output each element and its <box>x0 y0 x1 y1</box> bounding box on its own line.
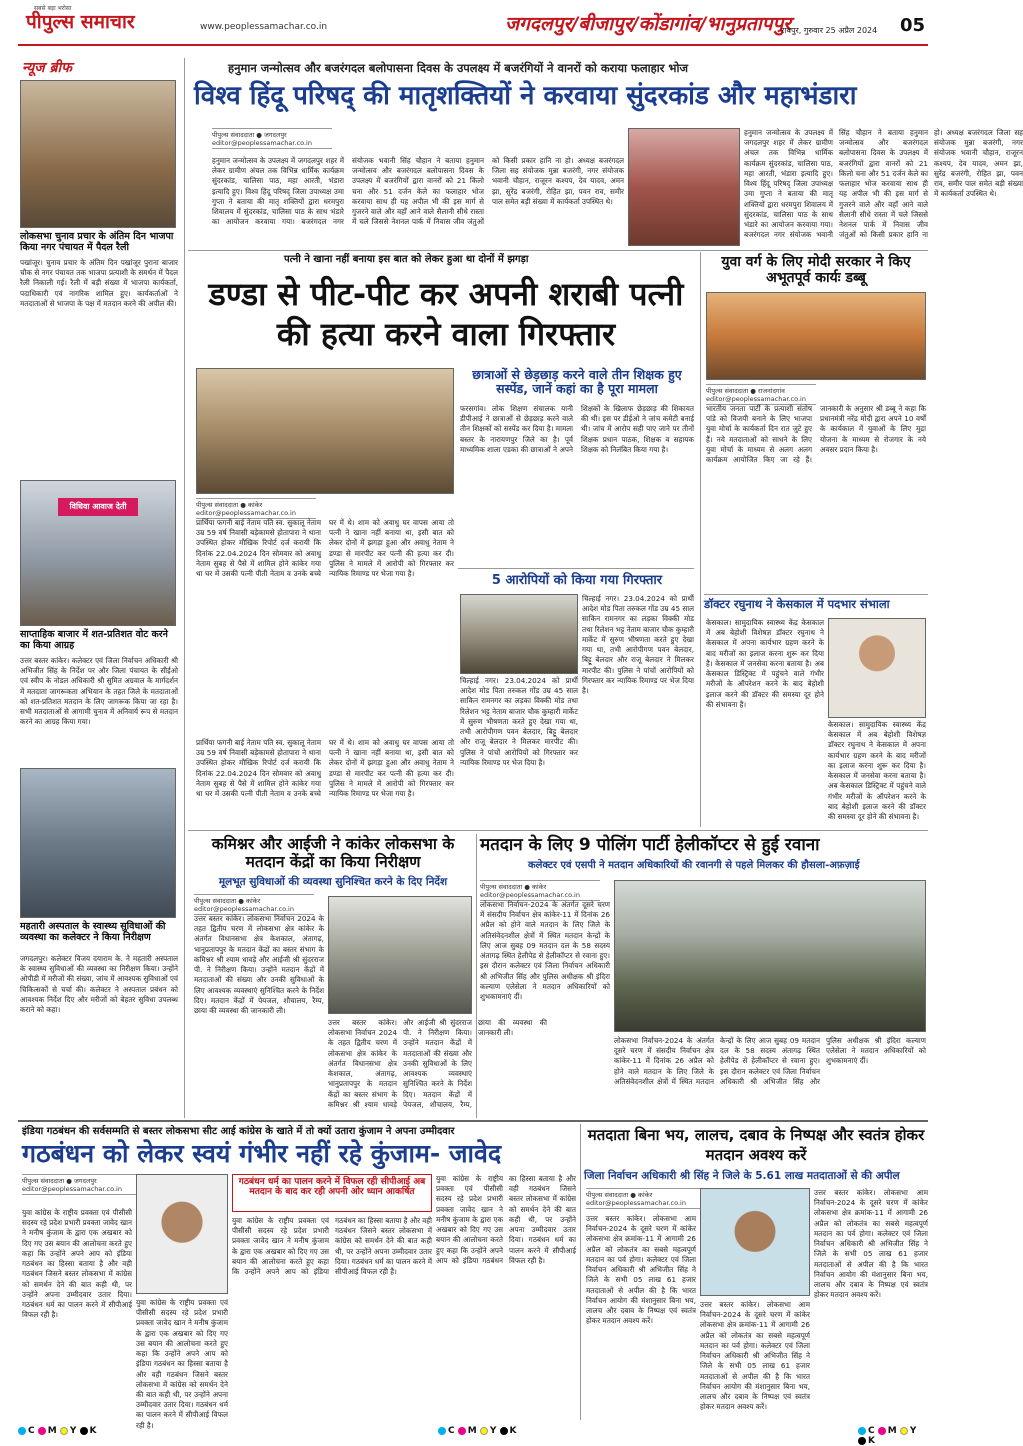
doctor-photo <box>828 618 926 718</box>
voting-body: उत्तर बस्तर कांकेर। लोकसभा आम निर्वाचन-2024 के दूसरे चरण में कांकेर लोकसभा क्षेत्र क्रमांक-11 में आगामी 26 अप्रैल को लोकतंत्र का सबसे महत्वपूर्ण मतदान का पर्व होगा। कलेक्टर एवं जिला निर्वाचन अधिकारी श्री अभिजीत सिंह ने जिले के सभी 05 लाख 61 हजार मतदाताओं से अपील की है कि भारत निर्वाचन आयोग की मंशानुसार बिना भय, लालच और दबाव के निष्पक्ष एवं स्वतंत्र होकर मतदान अवश्य करें। <box>586 1214 696 1326</box>
lead-rule <box>188 250 928 251</box>
doctor-body: केसकाल। सामुदायिक स्वास्थ्य केंद्र केसकाल में अब बेहोशी विशेषज्ञ डॉक्टर रघुनाथ ने केसकाल में अपना कार्यभार ग्रहण करने के बाद मरीजों का इलाज करना शुरू कर दिया है। केसकाल में जनसेवा करना बताया है। अब केसकाल डिस्ट्रिक्ट में पहुंचने वाले गंभीर मरीजों के ऑपरेशन करने के बाद बेहोशी इलाज करने की डॉक्टर की समस्या दूर होने की संभावना है। <box>706 618 824 709</box>
helicopter-byline <box>480 880 600 901</box>
cmyk-k: K <box>868 1436 875 1446</box>
yellow-dot-icon <box>900 1427 908 1435</box>
helicopter-byline-text: पीपुल्स संवाददाता ● कांकेर <box>480 883 547 891</box>
arrest-body: चिल्हाई नगर। 23.04.2024 को प्रार्थी आदेश मोड पिता तरुकल गोंड उम्र 45 साल साकिन रामनगर का लड़का विक्की मोड तथा रिलेशन भट्ट नेताम बाजार चौक कुम्हारी मार्केट में सुरुण भीषणता करते हुए देखा गया था, तभी आरोपीगण पवन बेलदार, बिट्टू बेलदार और राजू बेलदार ने मिलकर मारपीट की। पुलिस ने पांचों आरोपियों को गिरफ्तार कर न्यायिक रिमाण्ड पर भेज दिया है। <box>460 676 578 767</box>
cmyk-c: C <box>28 1426 35 1436</box>
modi-byline-text: पीपुल्स संवाददाता ● राजनांदगांव <box>706 387 785 395</box>
lead-body-continued: हनुमान जन्मोत्सव के उपलक्ष्य में जगदलपुर शहर में लेकर ग्रामीण अंचल तक विभिन्न धार्मिक कार्यक्रम सुंदरकांड, चालिसा पाठ, महा आरती, भंडारा इत्यादि हुए। विश्व हिंदू परिषद् जिला उपाध्यक्ष उमा गुप्ता ने बताया की मातृ शक्तियों द्वारा धरमपुरा शिवालय में सुंदरकांड, चालिसा पाठ के साथ भंडारे का आयोजन करवाया गया। बजरंगदल नगर संयोजक भवानी सिंह चौहान ने बताया हनुमान जन्मोत्सव और बजरंगदल बलोपासना दिवस के उपलक्ष्य में बजरंगियों द्वारा वानरों को 21 किलो चना और 51 दर्जन केले का फलाहार भोज करवाया साथ ही यह अपील भी की इस मार्ग से गुजरने वाले और वहाँ आने वाले सैलानी सीधे रास्ता में चले जिससे नेशनल पार्क में निवास जीव जंतुओं को किसी प्रकार हानि ना हो। अध्यक्ष बजरंगदल जिला सह संयोजक मुन्ना बजरंगी, नगर संयोजक भवानी चौहान, राजूरन कश्यप, देव यादव, अमन झा, सुरेंद्र बजरंगी, रोहित झा, पवन राव, समीर पाल समेत बड़ी संख्या में कार्यकर्ता उपस्थित थे। <box>744 128 1023 240</box>
cmyk-c: C <box>448 1426 455 1436</box>
congress-story <box>18 1124 576 1430</box>
commissioner-byline-text: पीपुल्स संवाददाता ● कांकेर <box>194 897 261 905</box>
police-photo <box>196 368 454 494</box>
masthead-rule <box>18 44 928 46</box>
magenta-dot-icon <box>38 1427 46 1435</box>
congress-kicker: इंडिया गठबंधन की सर्वसम्मति से बस्तर लोकसभा सीट आई कांग्रेस के खाते में तो क्यों उतारा कुंजाम ने अपना उम्मीदवार <box>22 1126 455 1137</box>
page-number: 05 <box>900 15 926 36</box>
rally-photo <box>20 80 176 228</box>
bottom-section-rule <box>18 1120 928 1122</box>
left-column-divider <box>184 58 185 1118</box>
lead-byline-text: पीपुल्स संवाददाता ● जगदलपुर <box>212 131 287 139</box>
cmyk-y: Y <box>69 1426 77 1436</box>
voting-body-right: उत्तर बस्तर कांकेर। लोकसभा आम निर्वाचन-2024 के दूसरे चरण में कांकेर लोकसभा क्षेत्र क्रमांक-11 में आगामी 26 अप्रैल को लोकतंत्र का सबसे महत्वपूर्ण मतदान का पर्व होगा। कलेक्टर एवं जिला निर्वाचन अधिकारी श्री अभिजीत सिंह ने जिले के सभी 05 लाख 61 हजार मतदाताओं से अपील की है कि भारत निर्वाचन आयोग की मंशानुसार बिना भय, लालच और दबाव के निष्पक्ष एवं स्वतंत्र होकर मतदान अवश्य करें। <box>814 1188 928 1300</box>
modi-email: editor@peoplessamachar.co.in <box>706 395 806 403</box>
helicopter-photo <box>614 880 926 1032</box>
black-dot-icon <box>858 1437 866 1445</box>
voting-email: editor@peoplessamachar.co.in <box>586 1199 686 1207</box>
voting-byline-text: पीपुल्स संवाददाता ● कांकेर <box>586 1191 653 1199</box>
black-dot-icon <box>80 1427 88 1435</box>
collector-photo <box>700 1188 810 1296</box>
commissioner-byline <box>194 894 314 915</box>
congress-body-lower: युवा कांग्रेस के राष्ट्रीय प्रवक्ता एवं पीसीसी सदस्य रहे प्रदेश प्रभारी प्रवक्ता जावेद खान ने मनीष कुंजाम के द्वारा एक अखबार को दिए गए उस बयान की आलोचना करते हुए कहा कि उन्होंने अपने आप को इंडिया गठबंधन का हिस्सा बताया है और वही गठबंधन जिसने बस्तर लोकसभा में कांग्रेस को समर्थन देने की बात कही थी, पर उन्होंने अपना उम्मीदवार उतार दिया। गठबंधन धर्म का पालन करने में सीपीआई विफल रही है। <box>136 1298 228 1430</box>
brief-1-title: लोकसभा चुनाव प्रचार के अंतिम दिन भाजपा किया नगर पंचायत में पैदल रैली <box>20 231 174 253</box>
cmyk-center <box>438 1426 517 1436</box>
bottom-divider <box>580 1124 581 1420</box>
crime-body-continued: प्रार्थिया फगनी बाई नेताम पति स्व. सुकालू नेताम उम्र 59 वर्ष निवासी बड़ेकामसे होतापारा ने थाना उपस्थित होकर मौखिक रिपोर्ट दर्ज करायी कि दिनांक 22.04.2024 दिन सोमवार को अवाधु नेताम सुबह से पैसे में शामिल होने कांकेर गया था घर में उसकी पत्नी पीती नेताम व उनके बच्चे घर में थे। शाम को अवाधु घर वापस आया तो पत्नी ने खाना नहीं बनाया था, इसी बात को लेकर दोनों में झगड़ा हुआ और अवाधु नेताम ने डण्डा से मारपीट कर पत्नी की हत्या कर दी। पुलिस ने मामले में आरोपी को गिरफ्तार कर न्यायिक रिमाण्ड पर भेजा गया है। <box>196 738 454 799</box>
website-url: www.peoplessamachar.co.in <box>200 22 328 32</box>
cmyk-m: M <box>467 1426 477 1436</box>
masthead <box>0 0 945 56</box>
lead-byline <box>212 128 332 149</box>
market-banner <box>58 498 138 516</box>
congress-body-middle: युवा कांग्रेस के राष्ट्रीय प्रवक्ता एवं पीसीसी सदस्य रहे प्रदेश प्रभारी प्रवक्ता जावेद खान ने मनीष कुंजाम के द्वारा एक अखबार को दिए गए उस बयान की आलोचना करते हुए कहा कि उन्होंने अपने आप को इंडिया गठबंधन का हिस्सा बताया है और वही गठबंधन जिसने बस्तर लोकसभा में कांग्रेस को समर्थन देने की बात कही थी, पर उन्होंने अपना उम्मीदवार उतार दिया। गठबंधन धर्म का पालन करने में सीपीआई विफल रही है। <box>232 1216 432 1277</box>
lead-email: editor@peoplessamachar.co.in <box>212 139 312 147</box>
arrest-headline: 5 आरोपियों को किया गया गिरफ्तार <box>491 573 663 588</box>
doctor-body-continued: केसकाल। सामुदायिक स्वास्थ्य केंद्र केसकाल में अब बेहोशी विशेषज्ञ डॉक्टर रघुनाथ ने केसकाल में अपना कार्यभार ग्रहण करने के बाद मरीजों का इलाज करना शुरू कर दिया है। केसकाल में जनसेवा करना बताया है। अब केसकाल डिस्ट्रिक्ट में पहुंचने वाले गंभीर मरीजों के ऑपरेशन करने के बाद बेहोशी इलाज करने की डॉक्टर की समस्या दूर होने की संभावना है। <box>828 720 926 821</box>
cmyk-left <box>18 1426 97 1436</box>
arrest-body-continued: चिल्हाई नगर। 23.04.2024 को प्रार्थी आदेश मोड पिता तरुकल गोंड उम्र 45 साल साकिन रामनगर का लड़का विक्की मोड तथा रिलेशन भट्ट नेताम बाजार चौक कुम्हारी मार्केट में सुरुण भीषणता करते हुए देखा गया था, तभी आरोपीगण पवन बेलदार, बिट्टू बेलदार और राजू बेलदार ने मिलकर मारपीट की। पुलिस ने पांचों आरोपियों को गिरफ्तार कर न्यायिक रिमाण्ड पर भेज दिया है। <box>582 594 694 695</box>
cyan-dot-icon <box>438 1427 446 1435</box>
magenta-dot-icon <box>878 1427 886 1435</box>
lead-story <box>188 58 1023 248</box>
commissioner-body: उत्तर बस्तर कांकेर। लोकसभा निर्वाचन 2024 के तहत द्वितीय चरण में लोकसभा क्षेत्र कांकेर के अंतर्गत विधानसभा क्षेत्र केशकाल, अंतागढ़, भानुप्रतापपुर के मतदान केंद्रों का बस्तर संभाग के कमिश्नर श्री श्याम धावड़े और आईजी श्री सुंदरराज पी. ने निरीक्षण किया। उन्होंने मतदान केंद्रों में मतदाताओं की संख्या और उनकी सुविधाओं के लिए आवश्यक व्यवस्थाएं सुनिश्चित करने के निर्देश दिए। मतदान केंद्रों में पेयजल, शौचालय, रैम्प, छाया की व्यवस्था की जानकारी ली। <box>194 914 324 1015</box>
brief-3-title: महतारी अस्पताल के स्वास्थ्य सुविधाओं की व्यवस्था का कलेक्टर ने किया निरीक्षण <box>20 921 166 943</box>
arrest-story <box>458 572 694 824</box>
congress-byline-text: पीपुल्स संवाददाता ● जगदलपुर <box>22 1177 97 1185</box>
commissioner-headline: कमिश्नर और आईजी ने कांकेर लोकसभा के मतदान केंद्रों का किया निरीक्षण <box>211 835 455 871</box>
lead-body: हनुमान जन्मोत्सव के उपलक्ष्य में जगदलपुर शहर में लेकर ग्रामीण अंचल तक विभिन्न धार्मिक कार्यक्रम सुंदरकांड, चालिसा पाठ, महा आरती, भंडारा इत्यादि हुए। विश्व हिंदू परिषद् जिला उपाध्यक्ष उमा गुप्ता ने बताया की मातृ शक्तियों द्वारा धरमपुरा शिवालय में सुंदरकांड, चालिसा पाठ के साथ भंडारे का आयोजन करवाया गया। बजरंगदल नगर संयोजक भवानी सिंह चौहान ने बताया हनुमान जन्मोत्सव और बजरंगदल बलोपासना दिवस के उपलक्ष्य में बजरंगियों द्वारा वानरों को 21 किलो चना और 51 दर्जन केले का फलाहार भोज करवाया साथ ही यह अपील भी की इस मार्ग से गुजरने वाले और वहाँ आने वाले सैलानी सीधे रास्ता में चले जिससे नेशनल पार्क में निवास जीव जंतुओं को किसी प्रकार हानि ना हो। अध्यक्ष बजरंगदल जिला सह संयोजक मुन्ना बजरंगी, नगर संयोजक भवानी चौहान, राजूरन कश्यप, देव यादव, अमन झा, सुरेंद्र बजरंगी, रोहित झा, पवन राव, समीर पाल समेत बड़ी संख्या में कार्यकर्ता उपस्थित थे। <box>212 156 624 227</box>
cmyk-m: M <box>47 1426 57 1436</box>
lead-headline: विश्व हिंदू परिषद् की मातृशक्तियों ने करवाया सुंदरकांड और महाभंडारा <box>194 81 857 111</box>
voting-story <box>584 1124 928 1420</box>
footer-registration-marks <box>18 1424 928 1446</box>
teachers-headline: छात्राओं से छेड़छाड़ करने वाले तीन शिक्षक हुए सस्पेंड, जानें कहां का है पूरा मामला <box>472 367 682 397</box>
javed-photo <box>136 1174 228 1294</box>
news-brief-label: न्यूज ब्रीफ <box>22 60 72 76</box>
brief-3-body: जगदलपुर। कलेक्टर विजय दयाराम के. ने महतारी अस्पताल के स्वास्थ्य सुविधाओं की व्यवस्था का निरीक्षण किया। उन्होंने ओपीडी में मरीजों की संख्या, जांच में आवश्यक सुविधाओं एवं चिकित्सकों से चर्चा की। कलेक्टर ने अस्पताल प्रबंधन को आवश्यक निर्देश दिए और मरीजों को बेहतर सुविधा उपलब्ध कराने को कहा। <box>20 954 178 1015</box>
teachers-story <box>458 368 694 598</box>
masthead-tagline: सबसे बड़ा भरोसा <box>34 5 72 12</box>
congress-body-right: युवा कांग्रेस के राष्ट्रीय प्रवक्ता एवं पीसीसी सदस्य रहे प्रदेश प्रभारी प्रवक्ता जावेद खान ने मनीष कुंजाम के द्वारा एक अखबार को दिए गए उस बयान की आलोचना करते हुए कहा कि उन्होंने अपने आप को इंडिया गठबंधन का हिस्सा बताया है और वही गठबंधन जिसने बस्तर लोकसभा में कांग्रेस को समर्थन देने की बात कही थी, पर उन्होंने अपना उम्मीदवार उतार दिया। गठबंधन धर्म का पालन करने में सीपीआई विफल रही है। <box>436 1174 576 1265</box>
commissioner-body-continued: उत्तर बस्तर कांकेर। लोकसभा निर्वाचन 2024 के तहत द्वितीय चरण में लोकसभा क्षेत्र कांकेर के अंतर्गत विधानसभा क्षेत्र केशकाल, अंतागढ़, भानुप्रतापपुर के मतदान केंद्रों का बस्तर संभाग के कमिश्नर श्री श्याम धावड़े और आईजी श्री सुंदरराज पी. ने निरीक्षण किया। उन्होंने मतदान केंद्रों में मतदाताओं की संख्या और उनकी सुविधाओं के लिए आवश्यक व्यवस्थाएं सुनिश्चित करने के निर्देश दिए। मतदान केंद्रों में पेयजल, शौचालय, रैम्प, छाया की व्यवस्था की जानकारी ली। <box>328 1018 547 1109</box>
mid-rule <box>188 830 928 831</box>
hospital-photo <box>20 768 176 918</box>
lead-kicker: हनुमान जन्मोत्सव और बजरंगदल बलोपासना दिवस के उपलक्ष्य में बजरंगियों ने वानरों को कराया फलाहार भोज <box>228 61 689 75</box>
congress-email: editor@peoplessamachar.co.in <box>22 1185 122 1193</box>
voting-byline <box>586 1188 706 1209</box>
cmyk-m: M <box>887 1426 897 1436</box>
cyan-dot-icon <box>18 1427 26 1435</box>
modi-body: भारतीय जनता पार्टी के प्रत्याशी संतोष पांडे को विजयी बनाने के लिए भाजपा युवा मोर्चा के कार्यकर्ता दिन रात जुटे हुए हैं। नये मतदाताओं को साधने के लिए युवा मोर्चा के माध्यम से अलग अलग कार्यक्रम आयोजित किए जा रहे हैं। जानकारी के अनुसार श्री डब्बू ने कहा कि प्रधानमंत्री नरेंद्र मोदी द्वारा अपने 10 वर्षों के कार्यकाल में युवाओं के लिए मुद्रा योजना के माध्यम से रोजगार के नये अवसर प्रदान किया है। <box>706 404 926 465</box>
congress-byline <box>22 1174 142 1195</box>
modi-story <box>704 252 928 592</box>
doctor-headline: डॉक्टर रघुनाथ ने केसकाल में पदभार संभाला <box>704 597 890 611</box>
voting-body-middle: उत्तर बस्तर कांकेर। लोकसभा आम निर्वाचन-2024 के दूसरे चरण में कांकेर लोकसभा क्षेत्र क्रमांक-11 में आगामी 26 अप्रैल को लोकतंत्र का सबसे महत्वपूर्ण मतदान का पर्व होगा। कलेक्टर एवं जिला निर्वाचन अधिकारी श्री अभिजीत सिंह ने जिले के सभी 05 लाख 61 हजार मतदाताओं से अपील की है कि भारत निर्वाचन आयोग की मंशानुसार बिना भय, लालच और दबाव के निष्पक्ष एवं स्वतंत्र होकर मतदान अवश्य करें। <box>700 1300 810 1412</box>
cmyk-right <box>858 1426 928 1446</box>
black-dot-icon <box>500 1427 508 1435</box>
congress-boxed-text: गठबंधन धर्म का पालन करने में विफल रही सीपीआई अब मतदान के बाद कर रही अपनी ओर ध्यान आकर्षित <box>238 1177 426 1198</box>
modi-rule <box>704 594 928 595</box>
crime-email: editor@peoplessamachar.co.in <box>196 509 296 517</box>
center-right-divider <box>700 252 701 827</box>
cyan-dot-icon <box>858 1427 866 1435</box>
yellow-dot-icon <box>480 1427 488 1435</box>
voting-headline: मतदाता बिना भय, लालच, दबाव के निष्पक्ष और स्वतंत्र होकर मतदान अवश्य करें <box>587 1126 925 1164</box>
cmyk-k: K <box>509 1426 517 1436</box>
brief-2-title: साप्ताहिक बाजार में शत-प्रतिशत वोट करने का किया आग्रह <box>20 629 168 651</box>
magenta-dot-icon <box>458 1427 466 1435</box>
brief-2-body: उत्तर बस्तर कांकेर। कलेक्टर एवं जिला निर्वाचन अधिकारी श्री अभिजीत सिंह के निर्देश पर और जिला पंचायत के सीईओ एवं स्वीप के नोडल अधिकारी श्री सुमित अग्रवाल के मार्गदर्शन में मतदाता जागरूकता अभियान के तहत जिले के मतदाताओं को शत-प्रतिशत मतदान के लिए जागरूक किया जा रहा है। सभी मतदाताओं से आगामी चुनाव में अनिवार्य रूप से मतदान करने का आग्रह किया गया। <box>20 656 178 727</box>
congress-boxed-quote <box>232 1174 432 1212</box>
dateline: रायपुर, गुरुवार 25 अप्रैल 2024 <box>781 26 878 35</box>
commissioner-divider <box>476 834 477 1118</box>
helicopter-email: editor@peoplessamachar.co.in <box>480 891 580 899</box>
arrest-photo <box>460 594 578 674</box>
brief-1-body: पखांजूर। चुनाव प्रचार के अंतिम दिन पखांजूर पुराना बाजार चौक से नगर पंचायत तक भाजपा प्रत्याशी के समर्थन में पैदल रैली निकाली गई। रैली में बड़ी संख्या में भाजपा कार्यकर्ता, पदाधिकारी एवं नागरिक शामिल हुए। कार्यकर्ताओं ने मतदाताओं से भाजपा के पक्ष में मतदान करने की अपील की। <box>20 258 178 308</box>
news-brief-column <box>18 58 180 1118</box>
commissioner-email: editor@peoplessamachar.co.in <box>194 905 294 913</box>
market-banner-text: विधिवा आवाज देती <box>69 502 127 511</box>
cmyk-c: C <box>868 1426 875 1436</box>
crime-headline: डण्डा से पीट-पीट कर अपनी शराबी पत्नी की हत्या करने वाला गिरफ्तार <box>208 275 684 353</box>
crime-kicker: पत्नी ने खाना नहीं बनाया इस बात को लेकर हुआ था दोनों में झगड़ा <box>284 254 529 265</box>
crime-byline <box>196 498 316 519</box>
teachers-rule <box>458 568 694 569</box>
edition-names: जगदलपुर/बीजापुर/कोंडागांव/भानुप्रतापपुर <box>505 13 792 35</box>
commissioner-photo <box>328 896 472 1014</box>
doctor-story <box>704 596 928 826</box>
yellow-dot-icon <box>60 1427 68 1435</box>
modi-headline: युवा वर्ग के लिए मोदी सरकार ने किए अभूतपूर्व कार्यः डब्बू <box>721 254 911 287</box>
teachers-body: फरसगांव। लोक शिक्षण संचालक यानी डीपीआई ने छात्राओं से छेड़छाड़ करने वाले तीन शिक्षकों को सस्पेंड कर दिया है। मामला बस्तर के नारायणपुर जिले का है। पूर्व माध्यमिक शाला एडका की छात्राओं ने अपने शिक्षकों के खिलाफ छेड़छाड़ की शिकायत की थी। इस पर डीईओ ने जांच कमेटी बनाई थी। जांच में आरोप सही पाए जाने पर तीनों शिक्षक प्रधान पाठक, शिक्षक व सहायक शिक्षक को निलंबित किया गया है। <box>460 404 694 454</box>
helicopter-subhead: कलेक्टर एवं एसपी ने मतदान अधिकारियों की रवानगी से पहले मिलकर की हौसला-अफ़ज़ाई <box>528 860 860 871</box>
helicopter-story <box>480 834 928 1118</box>
crime-byline-text: पीपुल्स संवाददाता ● कांकेर <box>196 501 263 509</box>
helicopter-body-continued: लोकसभा निर्वाचन-2024 के अंतर्गत दूसरे चरण में संसदीय निर्वाचन क्षेत्र कांकेर-11 में दिनांक 26 अप्रैल को होने वाले मतदान के लिए जिले के अतिसंवेदनशील क्षेत्रों में स्थित मतदान केन्द्रों के लिए आज सुबह 09 मतदान दल के 58 सदस्य अंतागढ़ स्थित हेलीपेड से हेलीकॉप्टर से रवाना हुए। इस दौरान कलेक्टर एवं जिला निर्वाचन अधिकारी श्री अभिजीत सिंह और पुलिस अधीक्षक श्री इंदिरा कल्याण एलेसेला ने मतदान अधिकारियों को शुभकामनाएं दीं। <box>614 1036 926 1086</box>
modi-byline <box>706 384 816 405</box>
newspaper-logo: पीपुल्स समाचार <box>26 11 135 33</box>
helicopter-headline: मतदान के लिए 9 पोलिंग पार्टी हेलीकॉप्टर से हुई रवाना <box>480 835 820 855</box>
cmyk-k: K <box>89 1426 97 1436</box>
voting-subhead: जिला निर्वाचन अधिकारी श्री सिंह ने जिले के 5.61 लाख मतदाताओं से की अपील <box>584 1170 900 1182</box>
congress-headline: गठबंधन को लेकर स्वयं गंभीर नहीं रहे कुंजाम- जावेद <box>22 1139 502 1168</box>
cmyk-y: Y <box>909 1426 917 1436</box>
crime-story <box>188 252 698 827</box>
bhandara-photo <box>628 128 740 246</box>
crime-body: प्रार्थिया फगनी बाई नेताम पति स्व. सुकालू नेताम उम्र 59 वर्ष निवासी बड़ेकामसे होतापारा ने थाना उपस्थित होकर मौखिक रिपोर्ट दर्ज करायी कि दिनांक 22.04.2024 दिन सोमवार को अवाधु नेताम सुबह से पैसे में शामिल होने कांकेर गया था घर में उसकी पत्नी पीती नेताम व उनके बच्चे घर में थे। शाम को अवाधु घर वापस आया तो पत्नी ने खाना नहीं बनाया था, इसी बात को लेकर दोनों में झगड़ा हुआ और अवाधु नेताम ने डण्डा से मारपीट कर पत्नी की हत्या कर दी। पुलिस ने मामले में आरोपी को गिरफ्तार कर न्यायिक रिमाण्ड पर भेजा गया है। <box>196 518 454 579</box>
helicopter-body: लोकसभा निर्वाचन-2024 के अंतर्गत दूसरे चरण में संसदीय निर्वाचन क्षेत्र कांकेर-11 में दिनांक 26 अप्रैल को होने वाले मतदान के लिए जिले के अतिसंवेदनशील क्षेत्रों में स्थित मतदान केन्द्रों के लिए आज सुबह 09 मतदान दल के 58 सदस्य अंतागढ़ स्थित हेलीपेड से हेलीकॉप्टर से रवाना हुए। इस दौरान कलेक्टर एवं जिला निर्वाचन अधिकारी श्री अभिजीत सिंह और पुलिस अधीक्षक श्री इंदिरा कल्याण एलेसेला ने मतदान अधिकारियों को शुभकामनाएं दीं। <box>480 900 610 1001</box>
congress-body: युवा कांग्रेस के राष्ट्रीय प्रवक्ता एवं पीसीसी सदस्य रहे प्रदेश प्रभारी प्रवक्ता जावेद खान ने मनीष कुंजाम के द्वारा एक अखबार को दिए गए उस बयान की आलोचना करते हुए कहा कि उन्होंने अपने आप को इंडिया गठबंधन का हिस्सा बताया है और वही गठबंधन जिसने बस्तर लोकसभा में कांग्रेस को समर्थन देने की बात कही थी, पर उन्होंने अपना उम्मीदवार उतार दिया। गठबंधन धर्म का पालन करने में सीपीआई विफल रही है। <box>22 1208 132 1320</box>
commissioner-subhead: मूलभूत सुविधाओं की व्यवस्था सुनिश्चित करने के दिए निर्देश <box>218 876 448 888</box>
cmyk-y: Y <box>489 1426 497 1436</box>
modi-rally-photo <box>706 292 926 380</box>
